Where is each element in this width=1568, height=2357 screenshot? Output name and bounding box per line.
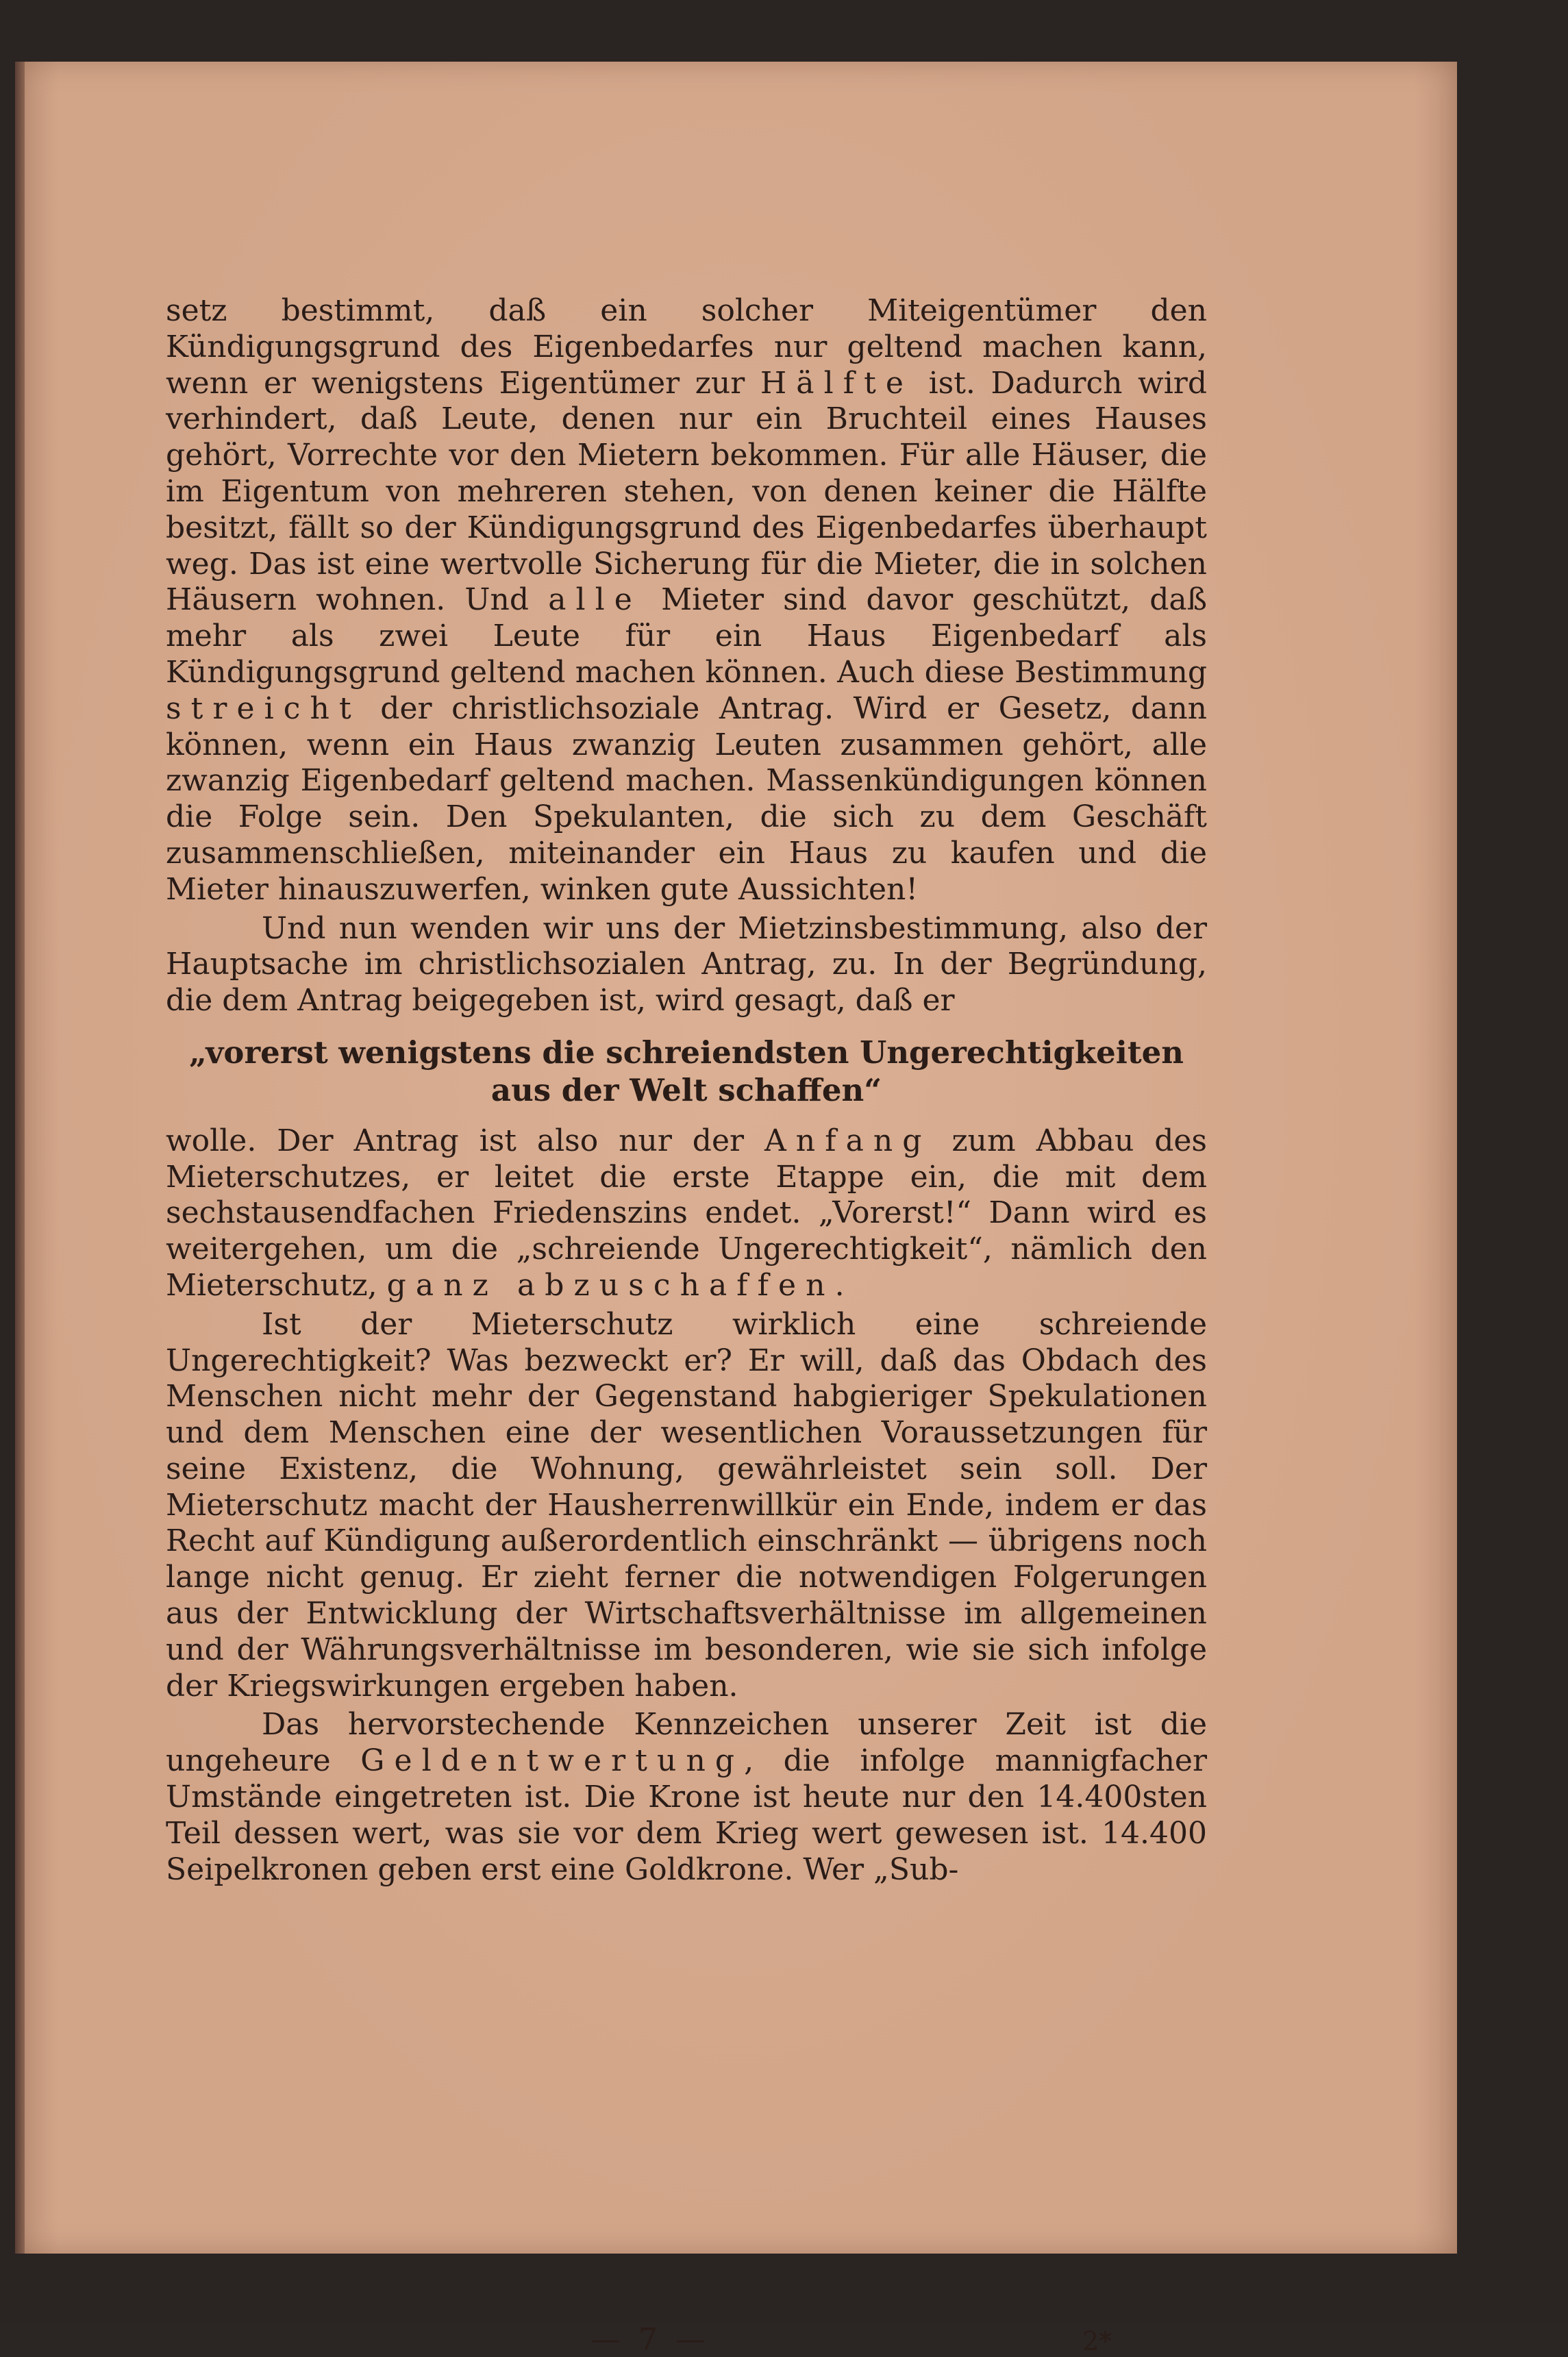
- paragraph-4: [166, 1307, 1207, 1705]
- text-span: Mieter sind davor geschützt, daß mehr als zwei Leute für ein Haus Eigenbedarf als Kündigungsgrund geltend machen können. Auch diese Bestimmung: [166, 582, 1207, 690]
- text-span: , die infolge mannigfacher Umstände eingetreten ist. Die Krone ist heute nur den 14.400sten Teil dessen wert, was sie vor dem Krieg wert gewesen ist. 14.400 Seipelkronen geben erst eine Goldkrone. Wer „Sub-: [166, 1743, 1208, 1887]
- page-body: [166, 293, 1207, 1888]
- emphasis-span: Anfang: [764, 1123, 932, 1158]
- text-span: Das hervorstechende Kennzeichen unserer Zeit ist die ungeheure: [166, 1707, 1207, 1779]
- emphasis-span: Hälfte: [760, 365, 914, 401]
- block-quote: „vorerst wenigstens die schreiendsten Ungerechtigkeiten aus der Welt schaffen“: [189, 1034, 1184, 1108]
- text-span: zum Abbau des Mieterschutzes, er leitet die erste Etappe ein, die mit dem sechstausendfachen Friedenszins endet. „Vorerst!“ Dann wird es weitergehen, um die „schreiende Ungerechtigkeit“, nämlich den Mieterschutz,: [166, 1123, 1207, 1303]
- text-span: .: [834, 1267, 845, 1303]
- text-span: wolle. Der Antrag ist also nur der: [166, 1123, 764, 1158]
- paragraph-1: [166, 293, 1207, 908]
- emphasis-span: Geldentwertung: [360, 1743, 745, 1779]
- text-span: Ist der Mieterschutz wirklich eine schreiende Ungerechtigkeit? Was bezweckt er? Er will, daß das Obdach des Menschen nicht mehr der Gegenstand habgieriger Spekulationen und dem Menschen eine der wesentlichen Voraussetzungen für seine Existenz, die Wohnung, gewährleistet sein soll. Der Mieterschutz macht der Hausherrenwillkür ein Ende, indem er das Recht auf Kündigung außerordentlich einschränkt — übrigens noch lange nicht genug. Er zieht ferner die notwendigen Folgerungen aus der Entwicklung der Wirtschaftsverhältnisse im allgemeinen und der Währungsverhältnisse im besonderen, wie sie sich infolge der Kriegswirkungen ergeben haben.: [166, 1306, 1207, 1704]
- text-span: der christlichsoziale Antrag. Wird er Gesetz, dann können, wenn ein Haus zwanzig Leuten zusammen gehört, alle zwanzig Eigenbedarf geltend machen. Massenkündigungen können die Folge sein. Den Spekulanten, die sich zu dem Geschäft zusammenschließen, miteinander ein Haus zu kaufen und die Mieter hinauszuwerfen, winken gute Aussichten!: [166, 690, 1207, 907]
- paragraph-5: [166, 1707, 1207, 1888]
- paragraph-3: [166, 1123, 1207, 1304]
- paragraph-2: [166, 911, 1207, 1019]
- emphasis-span: ganz abzuschaffen: [386, 1267, 835, 1303]
- emphasis-span: streicht: [166, 690, 361, 726]
- page-number: — 7 —: [590, 2322, 710, 2357]
- text-span: ist. Dadurch wird verhindert, daß Leute, denen nur ein Bruchteil eines Hauses gehört, Vorrechte vor den Mietern bekommen. Für alle Häuser, die im Eigentum von mehreren stehen, von denen keiner die Hälfte besitzt, fällt so der Kündigungsgrund des Eigenbedarfes überhaupt weg. Das ist eine wertvolle Sicherung für die Mieter, die in solchen Häusern wohnen. Und: [166, 365, 1207, 618]
- emphasis-span: alle: [548, 582, 642, 618]
- text-span: setz bestimmt, daß ein solcher Miteigentümer den Kündigungsgrund des Eigenbedarfes nur geltend machen kann, wenn er wenigstens Eigentümer zur: [166, 293, 1207, 401]
- text-span: Und nun wenden wir uns der Mietzinsbestimmung, also der Hauptsache im christlichsozialen Antrag, zu. In der Begründung, die dem Antrag beigegeben ist, wird gesagt, daß er: [166, 910, 1207, 1019]
- page-spine-edge: [15, 62, 25, 2254]
- signature-mark: 2*: [1082, 2326, 1112, 2356]
